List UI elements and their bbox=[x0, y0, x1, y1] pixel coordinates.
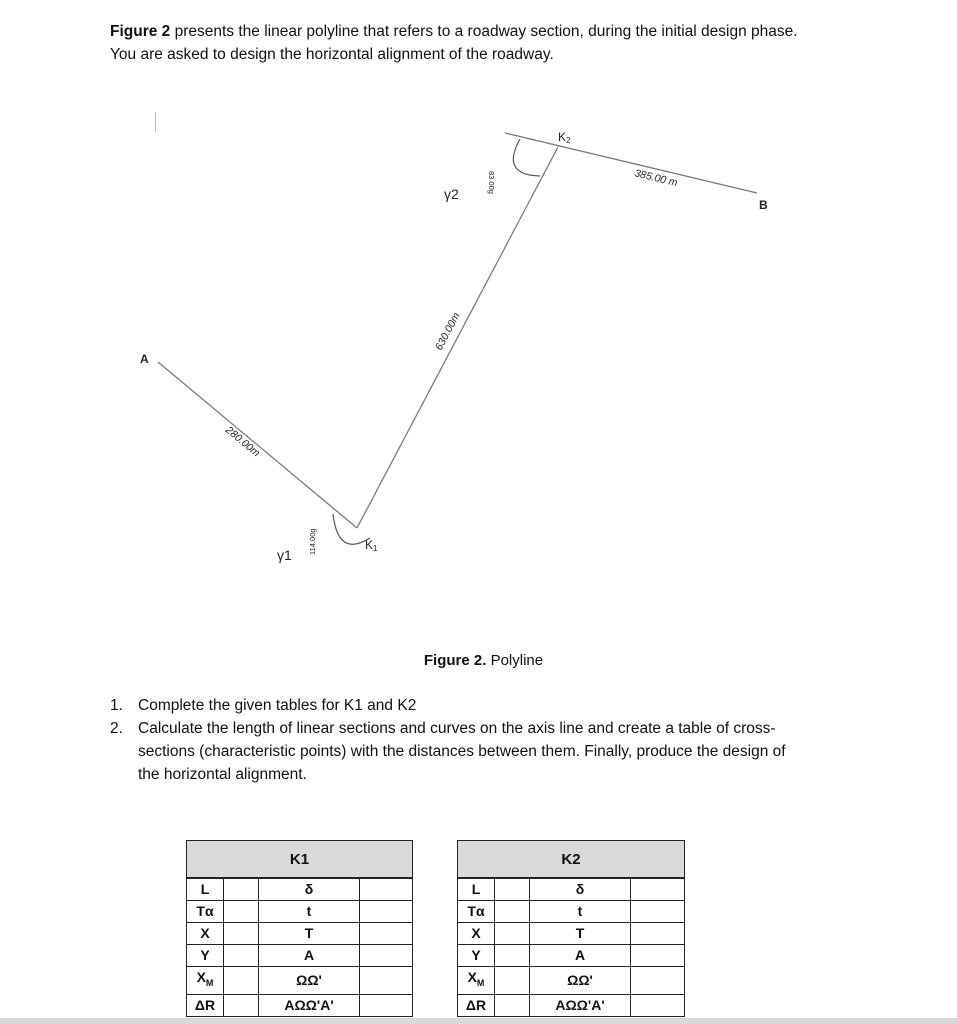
segment-a-k1 bbox=[158, 362, 357, 528]
param-label: X bbox=[458, 923, 495, 945]
angle-arc-k2 bbox=[513, 139, 540, 176]
param-label: Y bbox=[187, 945, 224, 967]
value-cell[interactable] bbox=[224, 994, 259, 1016]
value-cell[interactable] bbox=[631, 967, 685, 995]
table-row bbox=[187, 879, 413, 901]
task-text: Calculate the length of linear sections and curves on the axis line and create a table of cross-sections (characteristic points) with the distances between them. Finally, produce the design of the horizontal alignment. bbox=[138, 720, 786, 783]
segment-k1-k2 bbox=[357, 147, 558, 528]
table-row bbox=[458, 923, 685, 945]
param-label: L bbox=[458, 879, 495, 901]
param-label: Tα bbox=[187, 901, 224, 923]
value-cell[interactable] bbox=[224, 901, 259, 923]
table-row bbox=[187, 945, 413, 967]
table-row bbox=[458, 994, 685, 1016]
param-label: T bbox=[259, 923, 360, 945]
param-label: t bbox=[530, 901, 631, 923]
point-a-label: A bbox=[140, 352, 149, 366]
param-label: $X_M$ bbox=[187, 967, 224, 995]
value-cell[interactable] bbox=[360, 901, 413, 923]
vertex-k2-label: K2 bbox=[558, 130, 571, 145]
table-row bbox=[458, 945, 685, 967]
value-cell[interactable] bbox=[360, 879, 413, 901]
value-cell[interactable] bbox=[224, 923, 259, 945]
segment-k2-b bbox=[505, 133, 757, 193]
task-number: 1. bbox=[110, 697, 123, 714]
param-label: $X_M$ bbox=[458, 967, 495, 995]
angle-value-k2: 83.00g bbox=[487, 171, 496, 194]
length-a-k1-label: 280.00m bbox=[223, 424, 263, 460]
value-cell[interactable] bbox=[360, 994, 413, 1016]
value-cell[interactable] bbox=[495, 923, 530, 945]
param-label: Y bbox=[458, 945, 495, 967]
angle-value-k1: 114.00g bbox=[308, 528, 317, 555]
value-cell[interactable] bbox=[495, 994, 530, 1016]
table-k2-title: K2 bbox=[458, 841, 685, 878]
angle-label-gamma2: γ2 bbox=[444, 186, 459, 202]
intro-text: presents the linear polyline that refers to a roadway section, during the initial design phase. You are asked to design the horizontal alignment of the roadway. bbox=[110, 23, 798, 63]
table-k2 bbox=[457, 840, 685, 1017]
value-cell[interactable] bbox=[224, 967, 259, 995]
param-label: ΑΩΩ'Α' bbox=[530, 994, 631, 1016]
table-row bbox=[458, 879, 685, 901]
table-row bbox=[458, 967, 685, 995]
table-k1-title: K1 bbox=[187, 841, 413, 878]
task-list bbox=[110, 694, 790, 786]
point-b-label: B bbox=[759, 198, 768, 212]
bottom-scroll-strip bbox=[0, 1018, 957, 1024]
param-label: A bbox=[259, 945, 360, 967]
param-label: L bbox=[187, 879, 224, 901]
value-cell[interactable] bbox=[360, 967, 413, 995]
param-label: δ bbox=[259, 879, 360, 901]
value-cell[interactable] bbox=[631, 945, 685, 967]
value-cell[interactable] bbox=[631, 994, 685, 1016]
figure-caption bbox=[0, 652, 957, 669]
value-cell[interactable] bbox=[631, 923, 685, 945]
param-label: A bbox=[530, 945, 631, 967]
task-item bbox=[110, 717, 790, 786]
param-label: ΩΩ' bbox=[259, 967, 360, 995]
angle-label-gamma1: γ1 bbox=[277, 547, 292, 563]
task-text: Complete the given tables for K1 and K2 bbox=[138, 697, 417, 714]
value-cell[interactable] bbox=[224, 945, 259, 967]
caption-label: Figure 2. bbox=[423, 652, 487, 669]
length-k1-k2-label: 630.00m bbox=[433, 310, 463, 353]
value-cell[interactable] bbox=[495, 967, 530, 995]
table-row bbox=[187, 994, 413, 1016]
task-number: 2. bbox=[110, 720, 123, 737]
param-label: Tα bbox=[458, 901, 495, 923]
value-cell[interactable] bbox=[495, 879, 530, 901]
value-cell[interactable] bbox=[495, 945, 530, 967]
caption-text: Polyline bbox=[486, 652, 544, 669]
value-cell[interactable] bbox=[631, 901, 685, 923]
table-k1 bbox=[186, 840, 413, 1017]
figure-reference: Figure 2 bbox=[110, 23, 171, 40]
task-item bbox=[110, 694, 790, 717]
param-label: t bbox=[259, 901, 360, 923]
param-label: ΩΩ' bbox=[530, 967, 631, 995]
value-cell[interactable] bbox=[631, 879, 685, 901]
param-label: T bbox=[530, 923, 631, 945]
table-row bbox=[187, 901, 413, 923]
value-cell[interactable] bbox=[495, 901, 530, 923]
value-cell[interactable] bbox=[360, 923, 413, 945]
param-label: ΑΩΩ'Α' bbox=[259, 994, 360, 1016]
value-cell[interactable] bbox=[360, 945, 413, 967]
param-label: ΔR bbox=[187, 994, 224, 1016]
length-k2-b-label: 385.00 m bbox=[633, 167, 679, 190]
param-label: X bbox=[187, 923, 224, 945]
value-cell[interactable] bbox=[224, 879, 259, 901]
param-label: ΔR bbox=[458, 994, 495, 1016]
vertex-k1-label: K1 bbox=[365, 538, 378, 553]
table-row bbox=[458, 901, 685, 923]
table-row bbox=[187, 923, 413, 945]
table-row bbox=[187, 967, 413, 995]
param-label: δ bbox=[530, 879, 631, 901]
